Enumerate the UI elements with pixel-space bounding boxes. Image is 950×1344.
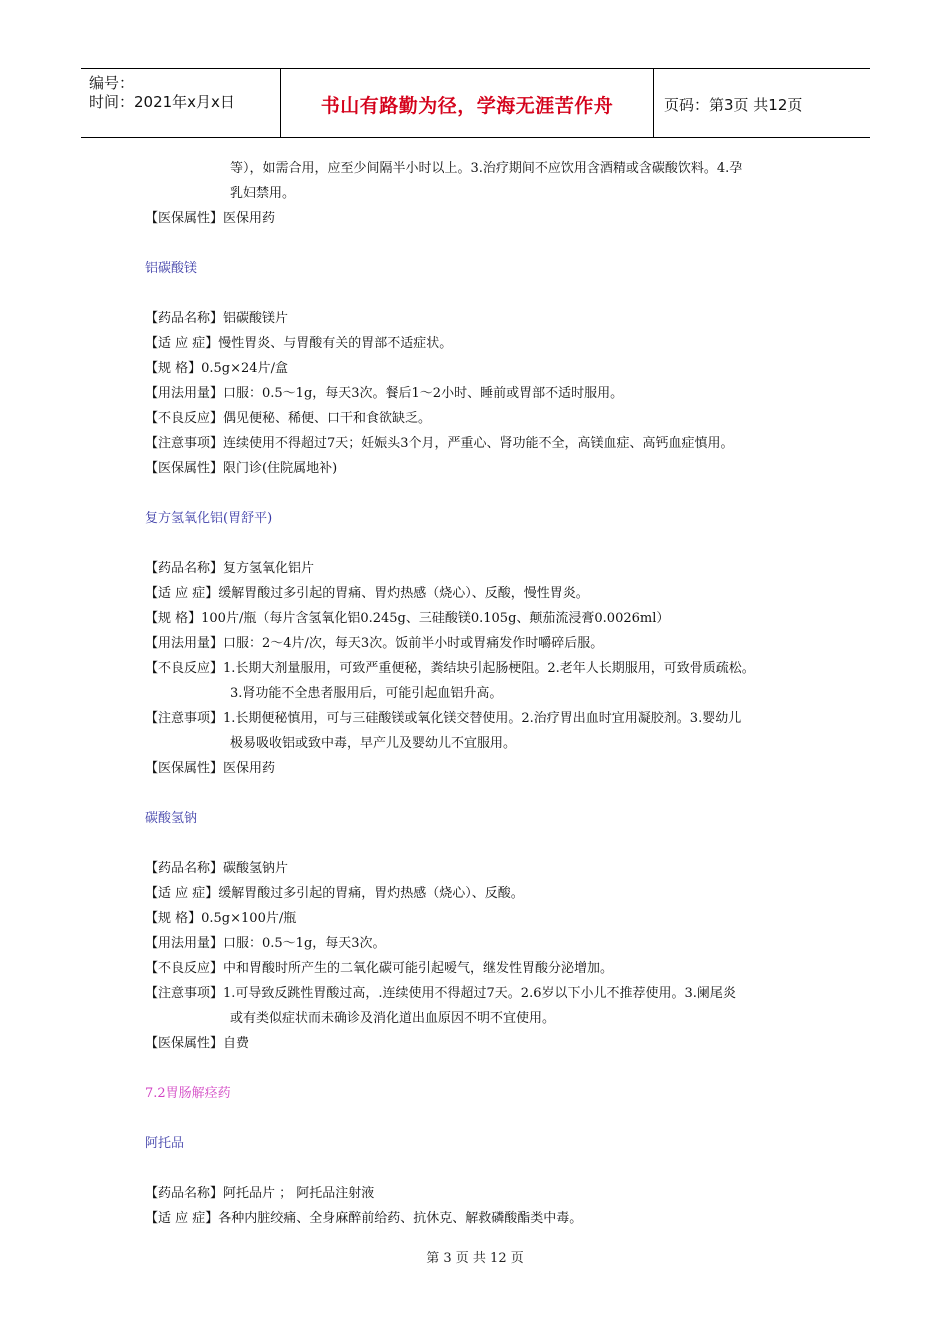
text-line: 或有类似症状而未确诊及消化道出血原因不明不宜使用。 — [230, 1011, 556, 1026]
text-line: 【适 应 症】缓解胃酸过多引起的胃痛，胃灼热感（烧心）、反酸。 — [145, 886, 524, 901]
text-line: 【适 应 症】各种内脏绞痛、全身麻醉前给药、抗休克、解救磷酸酯类中毒。 — [145, 1211, 583, 1226]
text-line: 3.肾功能不全患者服用后，可能引起血铝升高。 — [230, 686, 503, 701]
drug-heading: 复方氢氧化铝(胃舒平) — [145, 511, 273, 526]
time-line: 时间：2021年x月x日 — [89, 93, 235, 111]
drug-heading: 阿托品 — [145, 1136, 185, 1151]
header-page-cell — [654, 69, 870, 137]
text-line: 【医保属性】医保用药 — [145, 761, 276, 776]
text-line: 【不良反应】中和胃酸时所产生的二氧化碳可能引起嗳气，继发性胃酸分泌增加。 — [145, 961, 614, 976]
text-line: 【医保属性】医保用药 — [145, 211, 276, 226]
text-line: 【药品名称】复方氢氧化铝片 — [145, 561, 315, 576]
text-line: 【不良反应】偶见便秘、稀便、口干和食欲缺乏。 — [145, 411, 432, 426]
drug-heading: 碳酸氢钠 — [145, 811, 198, 826]
text-line: 【规 格】0.5g×100片/瓶 — [145, 911, 297, 926]
text-line: 【用法用量】口服：0.5～1g，每天3次。 — [145, 936, 386, 951]
text-line: 【药品名称】铝碳酸镁片 — [145, 311, 289, 326]
text-line: 【注意事项】1.长期便秘慎用，可与三硅酸镁或氧化镁交替使用。2.治疗胃出血时宜用凝胶剂。3.婴幼儿 — [145, 711, 742, 726]
text-line: 【药品名称】碳酸氢钠片 — [145, 861, 289, 876]
text-line: 【适 应 症】慢性胃炎、与胃酸有关的胃部不适症状。 — [145, 336, 453, 351]
motto-text: 书山有路勤为径，学海无涯苦作舟 — [320, 95, 614, 117]
text-line: 【适 应 症】缓解胃酸过多引起的胃痛、胃灼热感（烧心）、反酸，慢性胃炎。 — [145, 586, 589, 601]
code-label: 编号： — [89, 74, 135, 92]
text-line: 【规 格】100片/瓶（每片含氢氧化铝0.245g、三硅酸镁0.105g、颠茄流浸膏0.0026ml） — [145, 611, 670, 626]
chapter-heading: 7.2胃肠解痉药 — [145, 1086, 231, 1101]
text-line: 【用法用量】口服：0.5～1g，每天3次。餐后1～2小时、睡前或胃部不适时服用。 — [145, 386, 624, 401]
header-meta-cell — [81, 69, 281, 137]
text-line: 极易吸收铝或致中毒，早产儿及婴幼儿不宜服用。 — [230, 736, 517, 751]
page-header — [81, 68, 870, 138]
text-line: 【医保属性】限门诊(住院属地补) — [145, 461, 338, 476]
page-footer: 第 3 页 共 12 页 — [426, 1251, 524, 1266]
page-info: 页码：第3页 共12页 — [664, 96, 803, 114]
text-line: 【用法用量】口服：2～4片/次，每天3次。饭前半小时或胃痛发作时嚼碎后服。 — [145, 636, 604, 651]
text-line: 【注意事项】1.可导致反跳性胃酸过高，.连续使用不得超过7天。2.6岁以下小儿不推荐使用。3.阑尾炎 — [145, 986, 736, 1001]
header-motto-cell — [281, 69, 654, 137]
text-line: 等），如需合用，应至少间隔半小时以上。3.治疗期间不应饮用含酒精或含碳酸饮料。4.孕 — [230, 161, 743, 176]
text-line: 【注意事项】连续使用不得超过7天；妊娠头3个月，严重心、肾功能不全，高镁血症、高钙血症慎用。 — [145, 436, 734, 451]
drug-heading: 铝碳酸镁 — [145, 261, 198, 276]
text-line: 【规 格】0.5g×24片/盒 — [145, 361, 288, 376]
text-line: 乳妇禁用。 — [230, 186, 296, 201]
text-line: 【不良反应】1.长期大剂量服用，可致严重便秘，粪结块引起肠梗阻。2.老年人长期服用，可致骨质疏松。 — [145, 661, 755, 676]
text-line: 【医保属性】自费 — [145, 1036, 250, 1051]
text-line: 【药品名称】阿托品片 ； 阿托品注射液 — [145, 1186, 375, 1201]
